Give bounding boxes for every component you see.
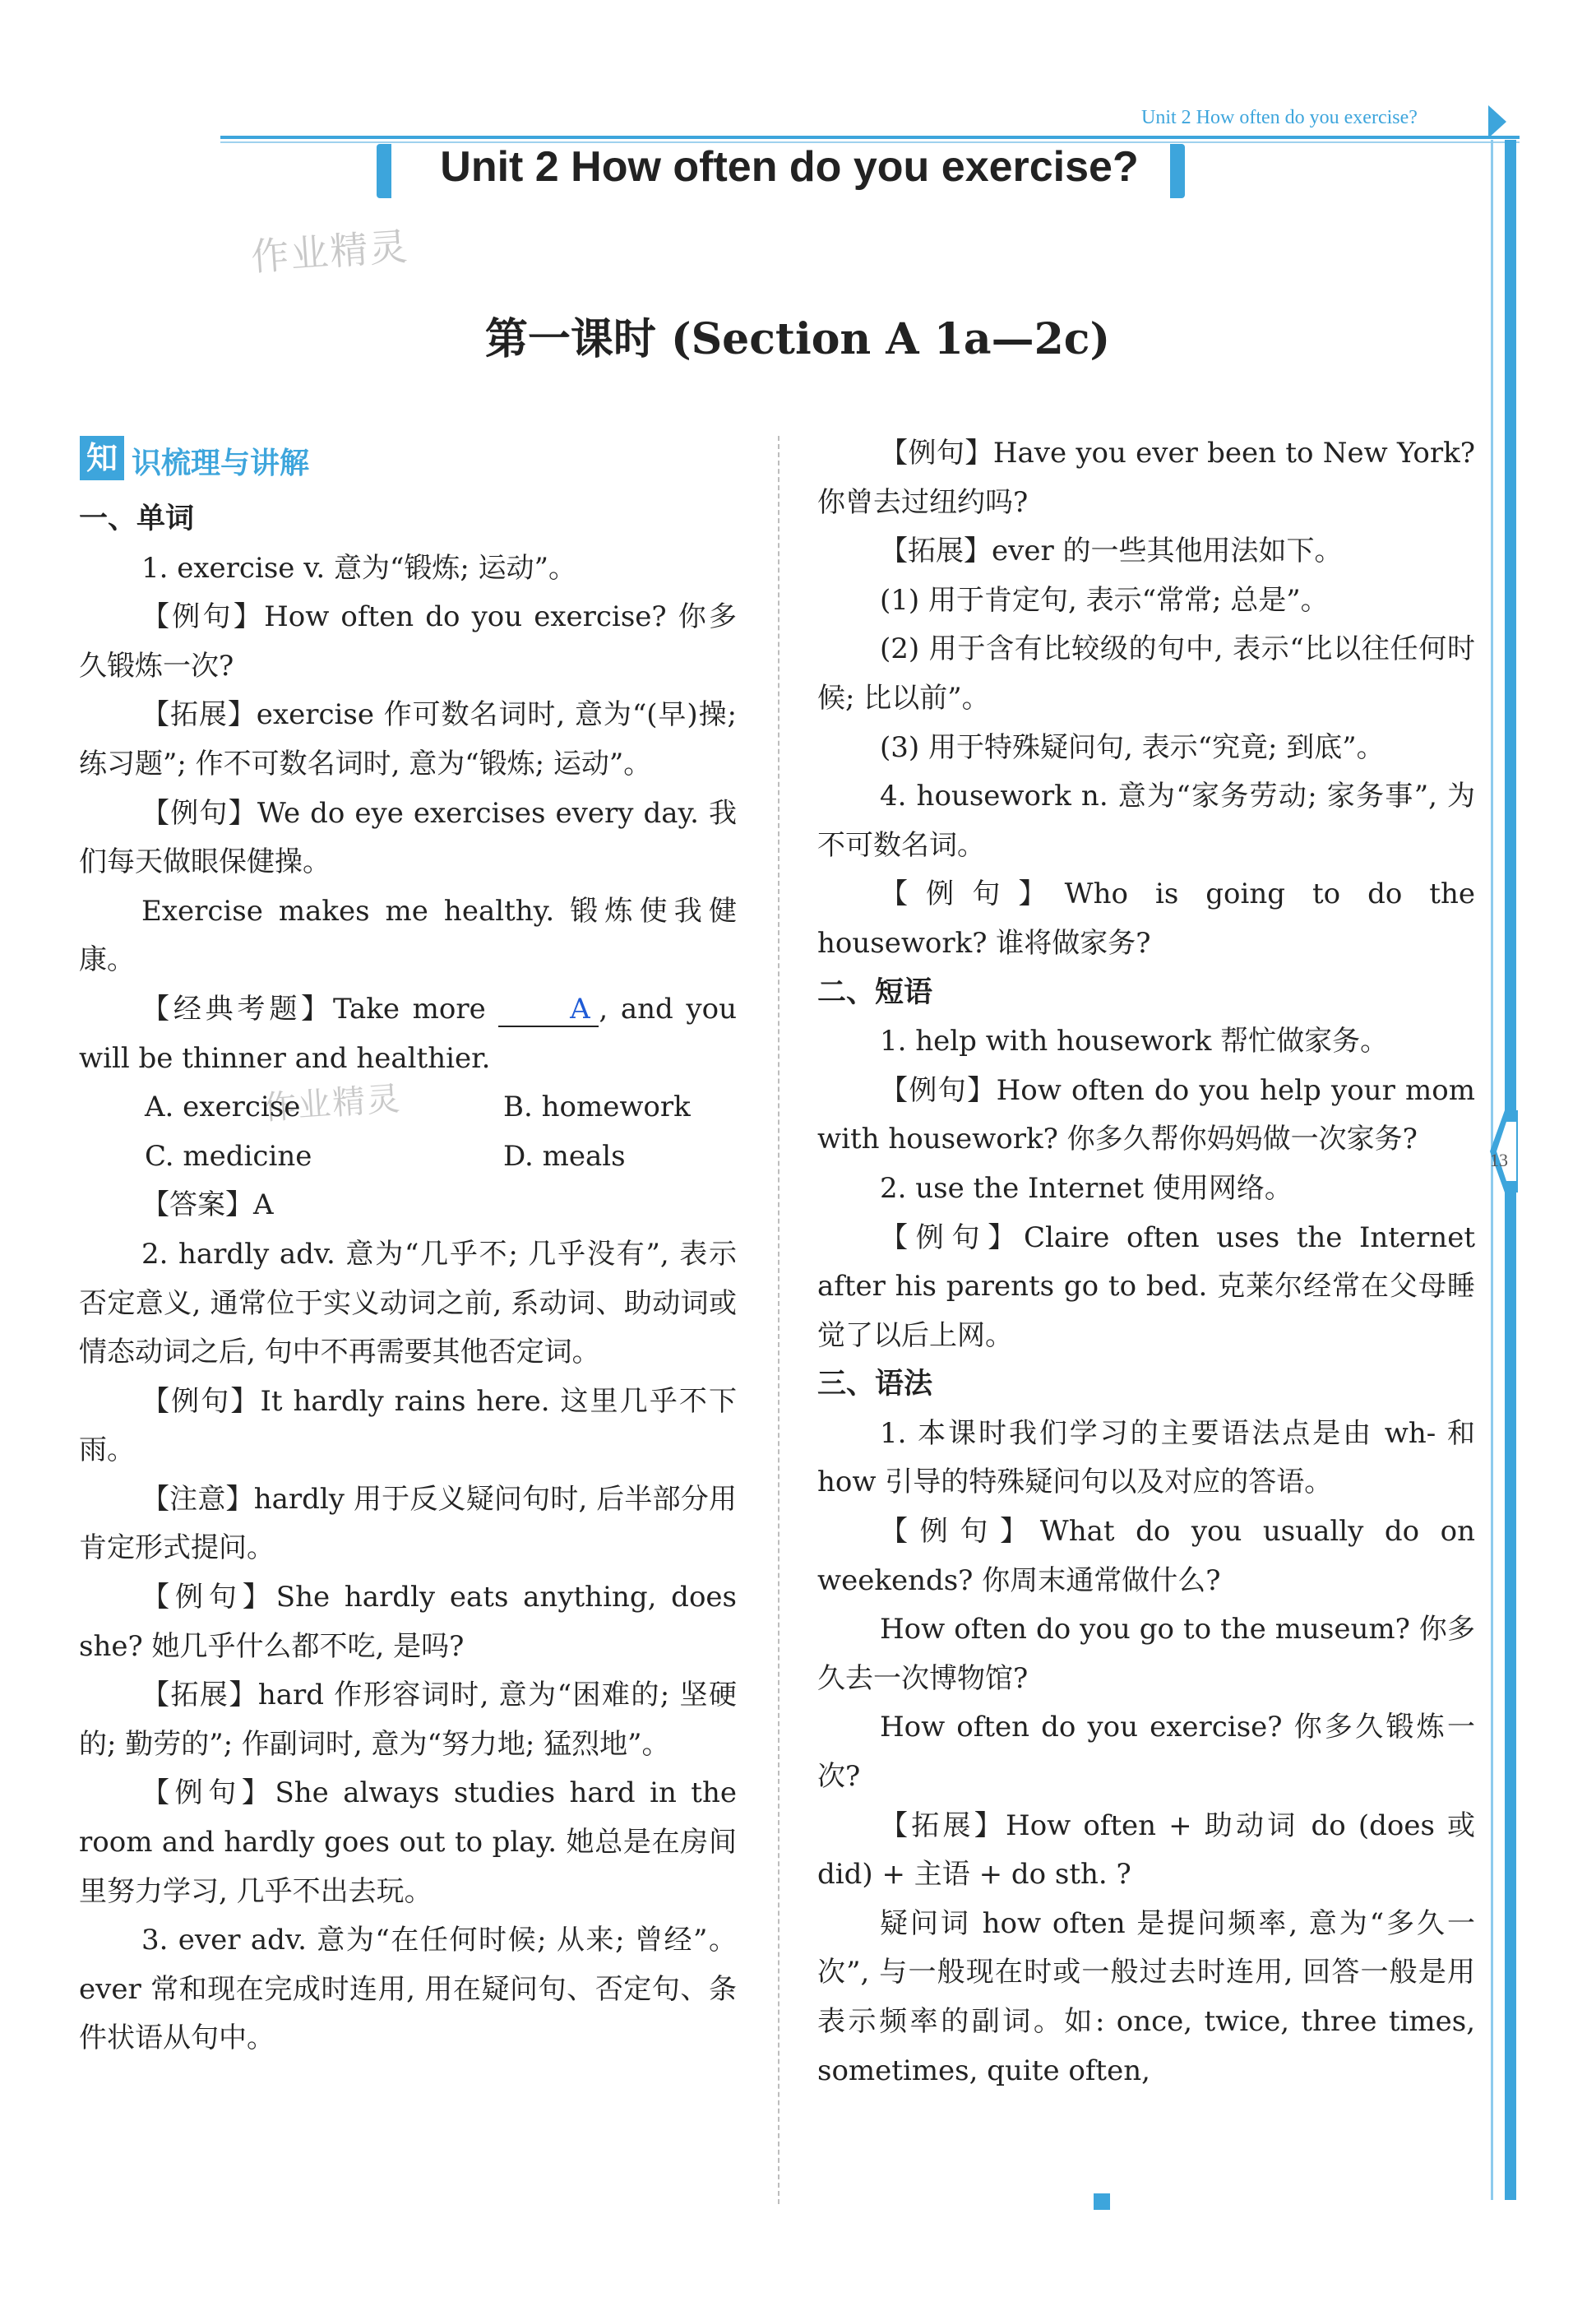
extension-hard: 【拓展】hard 作形容词时, 意为“困难的; 坚硬的; 勤劳的”; 作副词时, 意为“努力地; 猛烈地”。 xyxy=(79,1679,737,1761)
question-stem: 【经典考题】Take more xyxy=(141,992,486,1026)
example-exercise: 【例句】How often do you exercise? 你多久锻炼一次? xyxy=(79,600,737,683)
heading-grammar: 三、语法 xyxy=(817,1368,933,1401)
right-column xyxy=(817,429,1475,2096)
item-exercise: 1. exercise v. 意为“锻炼; 运动”。 xyxy=(141,551,577,585)
item-hardly: 2. hardly adv. 意为“几乎不; 几乎没有”, 表示否定意义, 通常位于实义动词之前, 系动词、助动词或情态动词之后, 句中不再需要其他否定词。 xyxy=(79,1237,737,1369)
grammar-point: 1. 本课时我们学习的主要语法点是由 wh- 和 how 引导的特殊疑问句以及对应的答语。 xyxy=(817,1416,1475,1499)
extension-exercise: 【拓展】exercise 作可数名词时, 意为“(早)操; 练习题”; 作不可数名词时, 意为“锻炼; 运动”。 xyxy=(79,698,737,780)
watermark-logo-2: 作业精灵 xyxy=(261,1080,403,1128)
knowledge-heading: 识梳理与讲解 xyxy=(132,447,310,480)
answer: 【答案】A xyxy=(141,1188,274,1222)
example-housework: 【例句】Who is going to do the housework? 谁将做家务? xyxy=(817,878,1475,960)
example-healthy: Exercise makes me healthy. 锻炼使我健康。 xyxy=(79,894,737,977)
item-ever: 3. ever adv. 意为“在任何时候; 从来; 曾经”。ever 常和现在完成时连用, 用在疑问句、否定句、条件状语从句中。 xyxy=(79,1924,737,2055)
ever-usage-2: (2) 用于含有比较级的句中, 表示“比以往任何时候; 比以前”。 xyxy=(817,632,1475,715)
knowledge-badge: 知 xyxy=(80,436,124,480)
ever-usage-3: (3) 用于特殊疑问句, 表示“究竟; 到底”。 xyxy=(880,730,1385,764)
option-c: C. medicine xyxy=(145,1139,312,1173)
extension-ever: 【拓展】ever 的一些其他用法如下。 xyxy=(880,535,1343,568)
heading-words: 一、单词 xyxy=(79,502,195,535)
left-column xyxy=(79,495,737,2063)
extension-how-often: 【拓展】How often + 助动词 do (does 或 did) + 主语 + do sth. ? xyxy=(817,1809,1475,1892)
example-museum: How often do you go to the museum? 你多久去一次博物馆? xyxy=(817,1613,1475,1695)
section-title: 第一课时 (Section A 1a—2c) xyxy=(484,314,1111,364)
phrase-use-internet: 2. use the Internet 使用网络。 xyxy=(880,1171,1293,1205)
classic-question xyxy=(79,985,737,1083)
column-divider xyxy=(778,436,779,2204)
example-eye-exercises: 【例句】We do eye exercises every day. 我们每天做眼保健操。 xyxy=(79,796,737,879)
heading-phrases: 二、短语 xyxy=(817,975,933,1009)
watermark-logo: 作业精灵 xyxy=(249,224,410,280)
example-new-york: 【例句】Have you ever been to New York? 你曾去过纽约吗? xyxy=(817,437,1475,519)
option-d: D. meals xyxy=(503,1139,626,1173)
header-arrow-icon xyxy=(1488,105,1506,138)
option-a: A. exercise xyxy=(145,1091,301,1124)
right-margin-band-lower xyxy=(1505,1193,1516,2200)
unit-title: Unit 2 How often do you exercise? xyxy=(440,143,1139,191)
title-bracket-right xyxy=(1170,144,1185,198)
options-row-1 xyxy=(79,1083,737,1132)
example-help-mom: 【例句】How often do you help your mom with housework? 你多久帮你妈妈做一次家务? xyxy=(817,1073,1475,1156)
phrase-help-with-housework: 1. help with housework 帮忙做家务。 xyxy=(880,1025,1389,1058)
bottom-square-marker xyxy=(1094,2193,1110,2210)
running-header: Unit 2 How often do you exercise? xyxy=(1141,107,1418,128)
right-margin-band xyxy=(1505,140,1516,1110)
options-row-2 xyxy=(79,1132,737,1182)
header-rule xyxy=(220,136,1520,139)
how-often-explanation: 疑问词 how often 是提问频率, 意为“多久一次”, 与一般现在时或一般过去时连用, 回答一般是用表示频率的副词。如: once, twice, three times, sometimes, quite often, xyxy=(817,1906,1475,2087)
example-weekends: 【例句】What do you usually do on weekends? 你周末通常做什么? xyxy=(817,1515,1475,1597)
example-exercise-how-often: How often do you exercise? 你多久锻炼一次? xyxy=(817,1711,1475,1794)
answer-blank: A xyxy=(498,993,599,1027)
note-hardly: 【注意】hardly 用于反义疑问句时, 后半部分用肯定形式提问。 xyxy=(79,1482,737,1565)
example-hardly-rains: 【例句】It hardly rains here. 这里几乎不下雨。 xyxy=(79,1384,737,1467)
example-studies-hard: 【例句】She always studies hard in the room and hardly goes out to play. 她总是在房间里努力学习, 几乎不出去玩。 xyxy=(79,1776,737,1908)
page-number: 13 xyxy=(1490,1150,1508,1170)
example-hardly-eats: 【例句】She hardly eats anything, does she? 她几乎什么都不吃, 是吗? xyxy=(79,1581,737,1663)
ever-usage-1: (1) 用于肯定句, 表示“常常; 总是”。 xyxy=(880,583,1329,617)
example-claire: 【例句】Claire often uses the Internet after his parents go to bed. 克莱尔经常在父母睡觉了以后上网。 xyxy=(817,1220,1475,1352)
option-b: B. homework xyxy=(503,1091,691,1124)
item-housework: 4. housework n. 意为“家务劳动; 家务事”, 为不可数名词。 xyxy=(817,780,1475,862)
question-tail: , and you will be thinner and healthier. xyxy=(79,992,737,1075)
